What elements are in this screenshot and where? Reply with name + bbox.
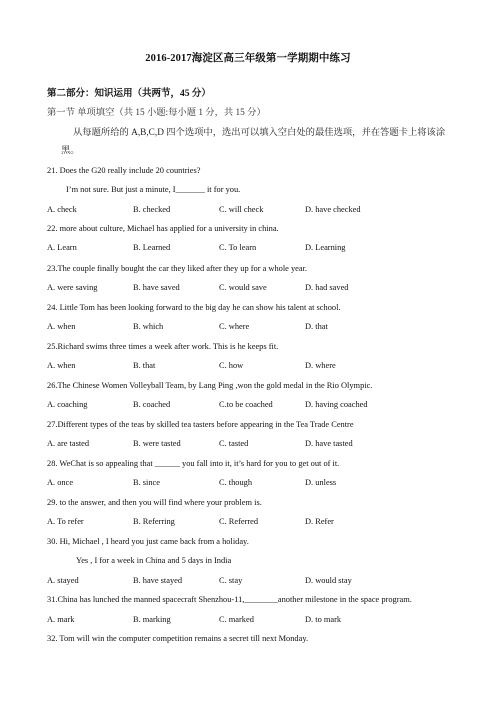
option-d: D. would stay: [305, 576, 352, 585]
question-27-stem: 27.Different types of the teas by skilled tea tasters before appearing in the Tea Trade Centre: [47, 420, 354, 429]
option-b: B. that: [133, 361, 156, 370]
question-24-stem: 24. Little Tom has been looking forward to the big day he can show his talent at school.: [47, 303, 341, 312]
page-title: 2016-2017海淀区高三年级第一学期期中练习: [145, 53, 351, 64]
option-a: A. stayed: [47, 576, 79, 585]
option-d: D. having coached: [305, 400, 368, 409]
question-32-stem: 32. Tom will win the computer competition remains a secret till next Monday.: [47, 634, 309, 643]
option-d: D. where: [305, 361, 336, 370]
option-d: D. Learning: [305, 243, 346, 252]
option-d: D. have tasted: [305, 439, 353, 448]
option-d: D. Refer: [305, 517, 334, 526]
option-a: A. Learn: [47, 243, 77, 252]
option-b: B. since: [133, 478, 160, 487]
option-b: B. coached: [133, 400, 171, 409]
option-a: A. were saving: [47, 283, 98, 292]
section-heading: 第一节 单项填空（共 15 小题:每小题 1 分，共 15 分）: [47, 108, 266, 118]
option-c: C. To learn: [219, 243, 257, 252]
question-21-dialogue: I’m not sure. But just a minute, I_______ it for you.: [66, 185, 241, 194]
option-b: B. which: [133, 322, 164, 331]
option-d: D. to mark: [305, 615, 342, 624]
option-d: D. had saved: [305, 283, 349, 292]
question-22-stem: 22. more about culture, Michael has applied for a university in china.: [47, 224, 279, 233]
question-31-stem: 31.China has lunched the manned spacecraft Shenzhou-11,________another milestone in the space program.: [47, 595, 412, 604]
part-heading: 第二部分：知识运用（共两节，45 分）: [47, 89, 211, 99]
option-d: D. unless: [305, 478, 337, 487]
instructions: 从每题所给的 A,B,C,D 四个选项中，选出可以填入空白处的最佳选项，并在答题卡上将该涂黑。: [61, 128, 446, 156]
option-c: C. tasted: [219, 439, 249, 448]
question-30-stem: 30. Hi, Michael , I heard you just came back from a holiday.: [47, 537, 249, 546]
question-25-stem: 25.Richard swims three times a week after work. This is he keeps fit.: [47, 342, 279, 351]
option-c: C. marked: [219, 615, 254, 624]
option-c: C. though: [219, 478, 253, 487]
option-b: B. Referring: [133, 517, 175, 526]
option-c: C. will check: [219, 205, 264, 214]
question-21-stem: 21. Does the G20 really include 20 countries?: [47, 166, 201, 175]
option-a: A. when: [47, 322, 76, 331]
option-c: C. where: [219, 322, 250, 331]
option-a: A. once: [47, 478, 74, 487]
option-a: A. check: [47, 205, 77, 214]
option-b: B. have stayed: [133, 576, 183, 585]
option-a: A. mark: [47, 615, 75, 624]
question-29-stem: 29. to the answer, and then you will find where your problem is.: [47, 498, 262, 507]
option-c: C.to be coached: [219, 400, 273, 409]
option-a: A. when: [47, 361, 76, 370]
question-23-stem: 23.The couple finally bought the car they liked after they up for a whole year.: [47, 264, 307, 273]
question-28-stem: 28. WeChat is so appealing that ______ you fall into it, it’s hard for you to get out of it.: [47, 459, 340, 468]
question-30-dialogue: Yes , I for a week in China and 5 days in India: [76, 556, 232, 565]
option-c: C. stay: [219, 576, 243, 585]
option-c: C. Referred: [219, 517, 259, 526]
option-a: A. coaching: [47, 400, 88, 409]
option-c: C. how: [219, 361, 244, 370]
option-b: B. Learned: [133, 243, 171, 252]
option-b: B. have saved: [133, 283, 180, 292]
option-a: A. are tasted: [47, 439, 90, 448]
option-a: A. To refer: [47, 517, 84, 526]
option-b: B. checked: [133, 205, 171, 214]
option-b: B. were tasted: [133, 439, 181, 448]
option-b: B. marking: [133, 615, 171, 624]
question-26-stem: 26.The Chinese Women Volleyball Team, by Lang Ping ,won the gold medal in the Rio Olympic.: [47, 381, 373, 390]
option-d: D. have checked: [305, 205, 361, 214]
option-d: D. that: [305, 322, 328, 331]
option-c: C. would save: [219, 283, 267, 292]
